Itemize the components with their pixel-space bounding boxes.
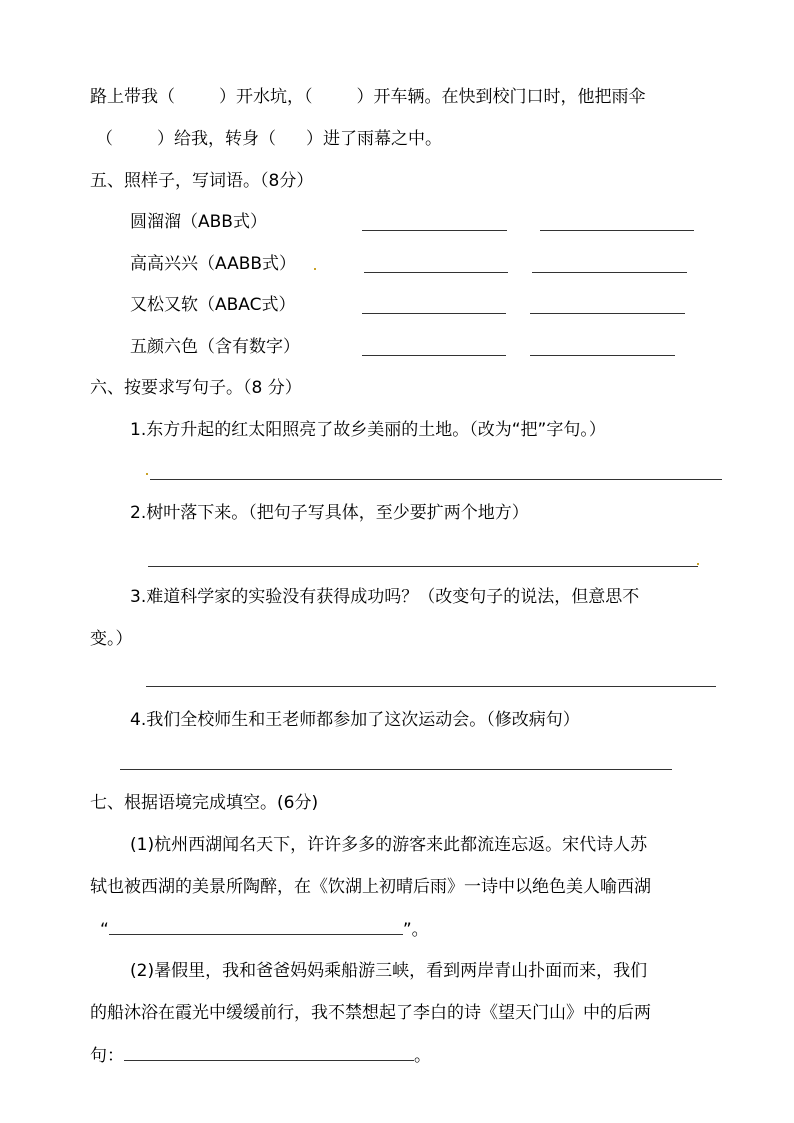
q7-p2-line-3 [90,1044,431,1067]
q5-item-2-answer-1[interactable] [364,272,508,273]
q6-item-3: 3.难道科学家的实验没有获得成功吗？（改变句子的说法，但意思不 [130,587,640,607]
q5-item-3-word: 又松又软（ABAC式） [130,295,296,315]
q6-item-4-answer-line[interactable] [120,769,672,770]
q5-item-3-answer-1[interactable] [362,313,506,314]
q5-item-1-answer-1[interactable] [362,230,507,231]
q7-p2-line-1: (2)暑假里，我和爸爸妈妈乘船游三峡，看到两岸青山扑面而来，我们 [130,961,648,981]
open-quote: “ [100,920,109,940]
q7-p1-line-1: (1)杭州西湖闻名天下，许许多多的游客来此都流连忘返。宋代诗人苏 [130,835,648,855]
q7-p2-end: 。 [414,1046,431,1066]
q5-item-1-answer-2[interactable] [540,230,694,231]
q5-heading: 五、照样子，写词语。（8分） [90,171,314,191]
q6-item-1: 1.东方升起的红太阳照亮了故乡美丽的土地。（改为“把”字句。） [130,420,606,440]
q7-p1-line-2: 轼也被西湖的美景所陶醉，在《饮湖上初晴后雨》一诗中以绝色美人喻西湖 [90,877,651,897]
q7-p2-prefix: 句： [90,1046,124,1066]
q5-item-2-word: 高高兴兴（AABB式） [130,254,297,274]
q7-p2-answer-blank[interactable] [124,1044,414,1061]
q6-item-3-answer-line[interactable] [146,686,716,687]
q4-text-d: （ [96,129,113,149]
close-quote: ”。 [402,920,429,940]
q6-item-3-cont: 变。） [90,629,133,649]
q4-text-c: ）开车辆。在快到校门口时，他把雨伞 [356,87,646,107]
q5-item-4-word: 五颜六色（含有数字） [130,337,300,357]
q6-item-2-answer-line[interactable] [148,566,698,567]
q4-text-e: ）给我，转身（ [157,129,276,149]
q7-p2-line-2: 的船沐浴在霞光中缓缓前行，我不禁想起了李白的诗《望天门山》中的后两 [90,1003,651,1023]
q4-text-a: 路上带我（ [90,87,175,107]
q4-line-1 [90,86,646,108]
q7-heading: 七、根据语境完成填空。(6分) [90,793,319,813]
stray-mark [697,563,699,565]
q6-heading: 六、按要求写句子。（8 分） [90,378,302,398]
stray-mark [314,268,316,270]
q6-item-1-answer-line[interactable] [150,479,722,480]
q4-text-b: ）开水坑，（ [219,87,313,107]
q5-item-3-answer-2[interactable] [530,313,685,314]
q6-item-2: 2.树叶落下来。（把句子写具体，至少要扩两个地方） [130,503,529,523]
q5-item-1-word: 圆溜溜（ABB式） [130,212,267,232]
q7-p1-line-3 [100,918,429,941]
q5-item-4-answer-1[interactable] [362,355,506,356]
stray-mark [146,473,148,475]
q7-p1-answer-blank[interactable] [109,918,403,935]
q4-text-f: ）进了雨幕之中。 [306,129,442,149]
q4-line-2 [96,128,442,150]
q5-item-4-answer-2[interactable] [530,355,675,356]
q5-item-2-answer-2[interactable] [532,272,687,273]
q6-item-4: 4.我们全校师生和王老师都参加了这次运动会。（修改病句） [130,710,580,730]
